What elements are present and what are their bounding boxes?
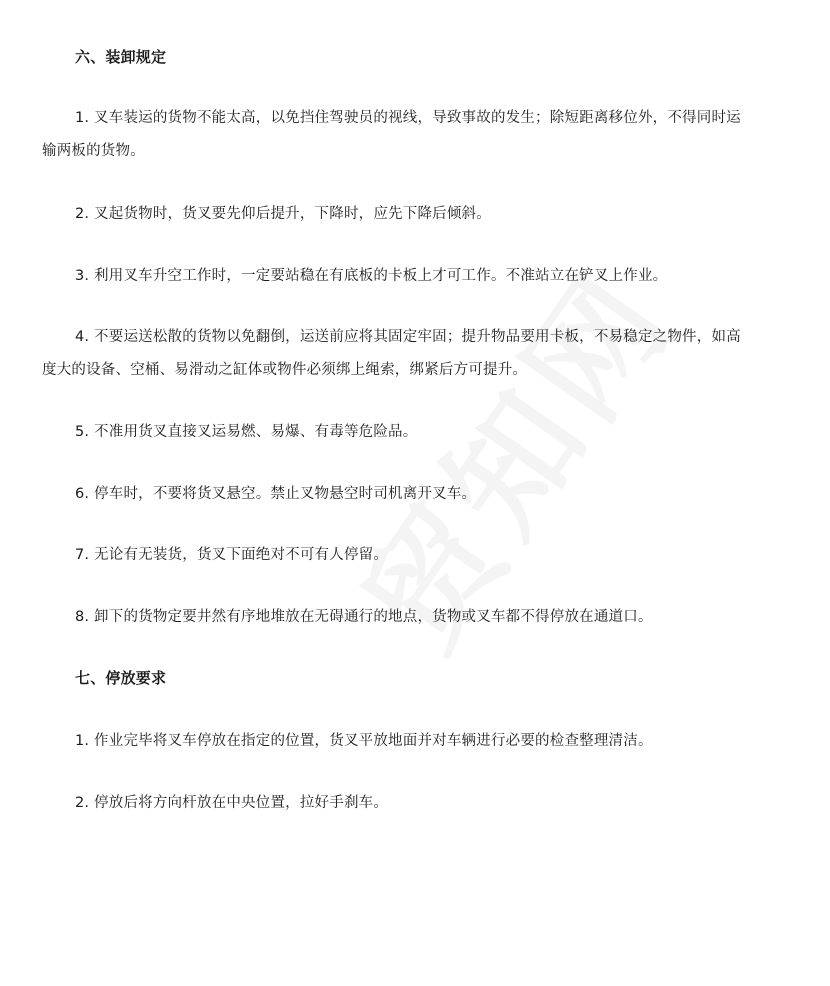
rule-8: 8. 卸下的货物定要井然有序地堆放在无碍通行的地点，货物或叉车都不得停放在通道口。 bbox=[75, 609, 653, 625]
rule-6: 6. 停车时，不要将货叉悬空。禁止叉物悬空时司机离开叉车。 bbox=[75, 486, 477, 502]
rule-4-line-1: 4. 不要运送松散的货物以免翻倒，运送前应将其固定牢固；提升物品要用卡板，不易稳定之物件，如高 bbox=[75, 329, 741, 345]
rule-1-line-2: 输两板的货物。 bbox=[42, 143, 145, 159]
rule-4-line-2: 度大的设备、空桶、易滑动之缸体或物件必须绑上绳索，绑紧后方可提升。 bbox=[42, 362, 528, 378]
parking-rule-1: 1. 作业完毕将叉车停放在指定的位置，货叉平放地面并对车辆进行必要的检查整理清洁。 bbox=[75, 733, 653, 749]
rule-2: 2. 叉起货物时，货叉要先仰后提升，下降时，应先下降后倾斜。 bbox=[75, 206, 491, 222]
rule-7: 7. 无论有无装货，货叉下面绝对不可有人停留。 bbox=[75, 547, 389, 563]
rule-5: 5. 不准用货叉直接叉运易燃、易爆、有毒等危险品。 bbox=[75, 424, 418, 440]
rule-3: 3. 利用叉车升空工作时，一定要站稳在有底板的卡板上才可工作。不准站立在铲叉上作业。 bbox=[75, 268, 668, 284]
section-heading-parking: 七、停放要求 bbox=[75, 669, 167, 687]
rule-1-line-1: 1. 叉车装运的货物不能太高，以免挡住驾驶员的视线，导致事故的发生；除短距离移位外，不得同时运 bbox=[75, 110, 741, 126]
parking-rule-2: 2. 停放后将方向杆放在中央位置，拉好手刹车。 bbox=[75, 795, 389, 811]
section-heading-loading-rules: 六、装卸规定 bbox=[75, 48, 167, 66]
